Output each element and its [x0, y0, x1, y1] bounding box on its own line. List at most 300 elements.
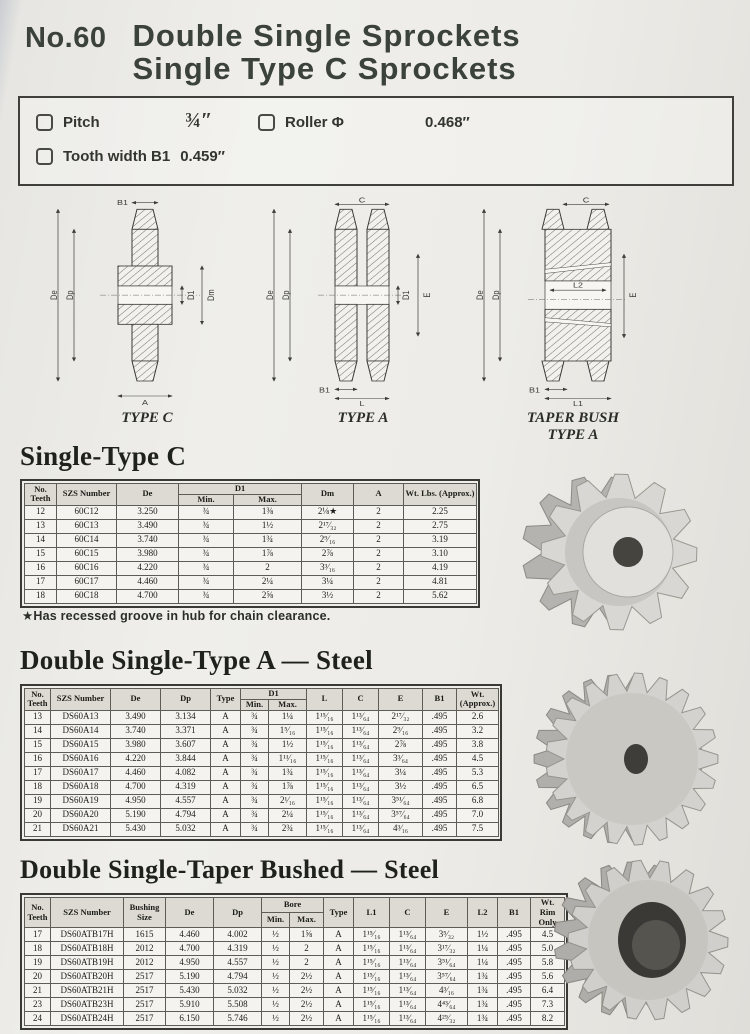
cell: A: [211, 794, 241, 808]
cell: 2⁹⁄₁₆: [302, 533, 354, 547]
col-header-dp: Dp: [161, 689, 211, 711]
cell: 19: [25, 956, 51, 970]
cell: 4⁴³⁄₆₄: [426, 998, 468, 1012]
page-title-line2: Single Type C Sprockets: [132, 50, 517, 86]
cell: 60C13: [57, 519, 117, 533]
cell: 4.002: [214, 928, 262, 942]
cell: 1¹⁵⁄₁₆: [307, 752, 343, 766]
cell: 3.740: [117, 533, 179, 547]
cell: ¾: [241, 780, 269, 794]
sprocket-photo-type-c: [500, 462, 740, 647]
col-header-de: De: [117, 484, 179, 506]
cell: DS60A14: [51, 724, 111, 738]
cell: 7.3: [531, 998, 565, 1012]
table-row: [25, 1012, 565, 1026]
cell: ½: [262, 1012, 290, 1026]
section-heading-double-single-type-a: Double Single-Type A — Steel: [20, 645, 373, 675]
cell: ¾: [179, 575, 234, 589]
dim-b1-label: B1: [318, 386, 330, 395]
table-row: [25, 794, 499, 808]
spec-roller-value: [425, 114, 470, 131]
cell: 5.62: [404, 589, 477, 603]
cell: A: [211, 808, 241, 822]
diagram-taper-bush: [468, 196, 678, 443]
cell: 18: [25, 780, 51, 794]
dim-dp-label: Dp: [491, 290, 502, 300]
cell: 1¾: [468, 998, 498, 1012]
cell: 1¹³⁄₆₄: [343, 822, 379, 836]
cell: ¾: [179, 589, 234, 603]
cell: 3¼: [379, 766, 423, 780]
cell: 2517: [124, 970, 166, 984]
table-row: [25, 710, 499, 724]
cell: 8.2: [531, 1012, 565, 1026]
cell: DS60A17: [51, 766, 111, 780]
spec-tooth-width: [36, 148, 225, 165]
sprocket-photo-type-a: [518, 662, 743, 857]
cell: 6.8: [457, 794, 499, 808]
cell: 3.740: [111, 724, 161, 738]
cell: 4.220: [117, 561, 179, 575]
cell: 4.794: [214, 970, 262, 984]
cell: 4.5: [531, 928, 565, 942]
cell: 17: [25, 766, 51, 780]
table-head: [25, 689, 499, 711]
table-row: [25, 505, 477, 519]
cell: ½: [262, 942, 290, 956]
cell: 1¹³⁄₆₄: [343, 808, 379, 822]
table-row: [25, 519, 477, 533]
cell: .495: [498, 1012, 531, 1026]
cell: 1⅝: [290, 928, 324, 942]
cell: 60C16: [57, 561, 117, 575]
cell: 1¹³⁄₆₄: [343, 766, 379, 780]
cell: 2¹⁷⁄₃₂: [379, 710, 423, 724]
table-row: [25, 575, 477, 589]
cell: A: [324, 998, 354, 1012]
cell: A: [211, 738, 241, 752]
cell: 2⅞: [379, 738, 423, 752]
table-row: [25, 561, 477, 575]
cell: 3.8: [457, 738, 499, 752]
table-row: [25, 956, 565, 970]
cell: .495: [423, 752, 457, 766]
table-row: [25, 724, 499, 738]
cell: 60C17: [57, 575, 117, 589]
section-heading-taper-bushed: Double Single-Taper Bushed — Steel: [20, 855, 440, 884]
cell: 2: [354, 547, 404, 561]
cell: 2¹⁷⁄₃₂: [302, 519, 354, 533]
cell: 1¾: [468, 1012, 498, 1026]
cell: A: [324, 1012, 354, 1026]
cell: 1¾: [269, 766, 307, 780]
cell: A: [324, 970, 354, 984]
cell: .495: [423, 794, 457, 808]
cell: A: [211, 724, 241, 738]
cell: 2¼: [234, 575, 302, 589]
cell: 3¹⁷⁄₃₂: [426, 942, 468, 956]
dim-dp-label: Dp: [65, 290, 76, 300]
col-header-szs: SZS Number: [51, 689, 111, 711]
cell: 1¹³⁄₆₄: [343, 794, 379, 808]
cell: ½: [262, 956, 290, 970]
cell: DS60A15: [51, 738, 111, 752]
cell: 2: [354, 561, 404, 575]
cell: 2: [354, 519, 404, 533]
cell: 5.8: [531, 956, 565, 970]
cell: 1⅜: [234, 505, 302, 519]
cell: 7.5: [457, 822, 499, 836]
cell: 3.2: [457, 724, 499, 738]
cell: 1¹⁵⁄₁₆: [354, 998, 390, 1012]
cell: 1¹⁵⁄₁₆: [307, 794, 343, 808]
cell: 2¹⁄₁₆: [269, 794, 307, 808]
col-header-e: E: [379, 689, 423, 711]
cell: 21: [25, 822, 51, 836]
sprocket-photo-taper-bushed: [540, 852, 750, 1032]
table-head: [25, 898, 565, 928]
cell: 60C15: [57, 547, 117, 561]
cell: 2: [354, 505, 404, 519]
cell: 4.460: [166, 928, 214, 942]
cell: 3.980: [117, 547, 179, 561]
cell: 1¾: [468, 970, 498, 984]
cell: 5.508: [214, 998, 262, 1012]
cell: 3.10: [404, 547, 477, 561]
diagram-caption: TYPE A: [337, 410, 389, 426]
col-header-teeth: No. Teeth: [25, 898, 51, 928]
cell: 18: [25, 942, 51, 956]
dim-l2-label: L2: [573, 281, 583, 290]
table-row: [25, 998, 565, 1012]
cell: DS60A13: [51, 710, 111, 724]
cell: ½: [262, 928, 290, 942]
cell: ¾: [179, 519, 234, 533]
cell: A: [211, 780, 241, 794]
cell: 3⁵⁄₃₂: [426, 928, 468, 942]
cell: 4.81: [404, 575, 477, 589]
table-single-type-c: [20, 479, 480, 608]
cell: 1½: [269, 738, 307, 752]
bullet-square-icon: [36, 148, 53, 165]
cell: 5.3: [457, 766, 499, 780]
cell: 2517: [124, 998, 166, 1012]
cell: ¾: [241, 738, 269, 752]
cell: 3.19: [404, 533, 477, 547]
cell: 3.134: [161, 710, 211, 724]
cell: 16: [25, 752, 51, 766]
cell: ¾: [241, 752, 269, 766]
cell: 3¼: [302, 575, 354, 589]
col-header-l2: L2: [468, 898, 498, 928]
cell: 2: [290, 942, 324, 956]
cell: 5.430: [166, 984, 214, 998]
cell: 2.25: [404, 505, 477, 519]
tooth-width-label: Tooth width B1: [63, 148, 171, 165]
spec-pitch-value: [185, 108, 212, 133]
table-row: [25, 533, 477, 547]
cell: 18: [25, 589, 57, 603]
cell: ¾: [241, 724, 269, 738]
cell: 5.430: [111, 822, 161, 836]
cell: 2: [290, 956, 324, 970]
col-header-l: L: [307, 689, 343, 711]
cell: 4³⁄₁₆: [426, 984, 468, 998]
dim-de-label: De: [475, 290, 486, 300]
cell: 1¹⁵⁄₁₆: [354, 928, 390, 942]
cell: DS60ATB20H: [51, 970, 124, 984]
dim-dp-label: Dp: [281, 290, 292, 300]
table-body: [25, 710, 499, 836]
col-header-c: C: [390, 898, 426, 928]
cell: A: [211, 766, 241, 780]
cell: 3½: [302, 589, 354, 603]
cell: 2.75: [404, 519, 477, 533]
cell: 5.190: [166, 970, 214, 984]
cell: ½: [262, 998, 290, 1012]
cell: 4.700: [117, 589, 179, 603]
cell: 3.250: [117, 505, 179, 519]
diagram-type-a: [258, 196, 468, 426]
cell: .495: [423, 766, 457, 780]
cell: 4.794: [161, 808, 211, 822]
cell: 1⁵⁄₁₆: [269, 724, 307, 738]
cell: 2517: [124, 1012, 166, 1026]
col-header-szs: SZS Number: [51, 898, 124, 928]
table-row: [25, 928, 565, 942]
cell: 3.980: [111, 738, 161, 752]
cell: ¾: [241, 794, 269, 808]
cell: 13: [25, 519, 57, 533]
cell: 3½: [379, 780, 423, 794]
cell: DS60A20: [51, 808, 111, 822]
cell: 1½: [468, 928, 498, 942]
cell: DS60ATB23H: [51, 998, 124, 1012]
cell: 1¹⁵⁄₁₆: [307, 808, 343, 822]
cell: 3.371: [161, 724, 211, 738]
col-header-szs: SZS Number: [57, 484, 117, 506]
cell: 4.950: [166, 956, 214, 970]
cell: 4.220: [111, 752, 161, 766]
cell: .495: [498, 970, 531, 984]
cell: .495: [423, 822, 457, 836]
cell: ¾: [179, 547, 234, 561]
col-header-min: Min.: [262, 913, 290, 928]
cell: 4.319: [214, 942, 262, 956]
cell: 13: [25, 710, 51, 724]
cell: 2¾: [269, 822, 307, 836]
cell: .495: [423, 808, 457, 822]
sprocket-image: [540, 852, 750, 1032]
cell: 4.557: [161, 794, 211, 808]
col-header-b1: B1: [498, 898, 531, 928]
col-header-min: Min.: [179, 494, 234, 505]
cell: 2⅛★: [302, 505, 354, 519]
cell: DS60A18: [51, 780, 111, 794]
dim-c-label: C: [582, 196, 590, 205]
cell: 7.0: [457, 808, 499, 822]
cell: 24: [25, 1012, 51, 1026]
cell: 6.4: [531, 984, 565, 998]
cell: 4²⁹⁄₃₂: [426, 1012, 468, 1026]
col-header-c: C: [343, 689, 379, 711]
cell: 1¹³⁄₆₄: [390, 970, 426, 984]
cell: 1¹³⁄₆₄: [390, 998, 426, 1012]
dim-d1-label: D1: [401, 290, 412, 300]
pitch-label: Pitch: [63, 114, 100, 131]
cell: 2: [354, 533, 404, 547]
cell: 1¹⁵⁄₁₆: [354, 984, 390, 998]
section-heading-single-type-c: Single-Type C: [20, 441, 187, 471]
cell: 4.557: [214, 956, 262, 970]
cell: 14: [25, 533, 57, 547]
spec-pitch: [36, 114, 100, 131]
cell: 1¹⁵⁄₁₆: [354, 956, 390, 970]
cell: 1¹³⁄₆₄: [343, 710, 379, 724]
cell: 1¼: [269, 710, 307, 724]
cell: A: [324, 956, 354, 970]
col-header-bushing: Bushing Size: [124, 898, 166, 928]
cell: DS60ATB17H: [51, 928, 124, 942]
cell: 20: [25, 970, 51, 984]
col-header-dm: Dm: [302, 484, 354, 506]
type-c-drawing: [42, 196, 252, 406]
roller-value: 0.468″: [425, 114, 470, 131]
page-header: [25, 20, 521, 86]
table-taper-bushed: [20, 893, 568, 1030]
page-title: [132, 20, 520, 86]
cell: 5.032: [214, 984, 262, 998]
cell: 3.607: [161, 738, 211, 752]
cell: 4.460: [117, 575, 179, 589]
col-header-de: De: [166, 898, 214, 928]
dim-dm-label: Dm: [206, 289, 217, 301]
table-row: [25, 547, 477, 561]
cell: ½: [262, 984, 290, 998]
sprocket-image: [500, 462, 740, 647]
cell: 2½: [290, 1012, 324, 1026]
cell: 5.032: [161, 822, 211, 836]
cell: 4.5: [457, 752, 499, 766]
cell: 1¾: [468, 984, 498, 998]
cell: DS60ATB18H: [51, 942, 124, 956]
table-row: [25, 822, 499, 836]
table-body: [25, 928, 565, 1026]
cell: 2½: [290, 998, 324, 1012]
cell: 19: [25, 794, 51, 808]
table-row: [25, 780, 499, 794]
cell: DS60ATB19H: [51, 956, 124, 970]
table-row: [25, 738, 499, 752]
cell: 12: [25, 505, 57, 519]
diagram-caption-line1: TAPER BUSH: [526, 410, 620, 426]
cell: 4.19: [404, 561, 477, 575]
roller-label: Roller Φ: [285, 114, 344, 131]
col-header-teeth: No. Teeth: [25, 689, 51, 711]
cell: 2.6: [457, 710, 499, 724]
cell: 15: [25, 547, 57, 561]
cell: 3.490: [117, 519, 179, 533]
col-header-a: A: [354, 484, 404, 506]
cell: ¾: [241, 766, 269, 780]
cell: 1¹⁵⁄₁₆: [354, 942, 390, 956]
cell: 2⅝: [234, 589, 302, 603]
table-row: [25, 970, 565, 984]
cell: 2012: [124, 942, 166, 956]
table-row: [25, 984, 565, 998]
diagram-strip: [0, 196, 750, 448]
cell: 1¼: [468, 956, 498, 970]
col-header-type: Type: [324, 898, 354, 928]
col-header-max: Max.: [234, 494, 302, 505]
table-double-single-type-a: [20, 684, 502, 841]
cell: 2¼: [269, 808, 307, 822]
tooth-width-value: 0.459″: [180, 148, 225, 165]
cell: A: [211, 710, 241, 724]
table-head: [25, 484, 477, 506]
cell: 3⁵¹⁄₆₄: [379, 794, 423, 808]
dim-de-label: De: [49, 290, 60, 300]
dim-l1-label: L1: [573, 399, 583, 406]
table-row: [25, 766, 499, 780]
cell: .495: [498, 998, 531, 1012]
cell: 6.5: [457, 780, 499, 794]
dim-d1-label: D1: [186, 290, 197, 300]
cell: 1⅞: [234, 547, 302, 561]
taper-bush-drawing: [468, 196, 678, 406]
dim-b1-label: B1: [528, 386, 540, 395]
cell: 3³⁄₆₄: [379, 752, 423, 766]
dim-l-label: L: [359, 399, 365, 406]
cell: 15: [25, 738, 51, 752]
col-header-bore: Bore: [262, 898, 324, 913]
cell: 1¹⁵⁄₁₆: [354, 1012, 390, 1026]
table-row: [25, 752, 499, 766]
cell: 3⁵⁷⁄₆₄: [379, 808, 423, 822]
cell: 1¾: [234, 533, 302, 547]
diagram-type-c: [42, 196, 252, 426]
cell: 1¹⁵⁄₁₆: [354, 970, 390, 984]
diagram-caption: TYPE C: [121, 410, 173, 426]
cell: 4.950: [111, 794, 161, 808]
cell: 5.0: [531, 942, 565, 956]
cell: ¾: [179, 561, 234, 575]
col-header-de: De: [111, 689, 161, 711]
cell: .495: [423, 780, 457, 794]
cell: 23: [25, 998, 51, 1012]
cell: 4.460: [111, 766, 161, 780]
cell: 1¹⁵⁄₁₆: [307, 766, 343, 780]
col-header-wt: Wt. (Approx.): [457, 689, 499, 711]
cell: 5.6: [531, 970, 565, 984]
cell: 20: [25, 808, 51, 822]
col-header-dp: Dp: [214, 898, 262, 928]
cell: 16: [25, 561, 57, 575]
cell: 5.190: [111, 808, 161, 822]
cell: 1¹³⁄₆₄: [343, 780, 379, 794]
cell: ¾: [241, 710, 269, 724]
cell: 60C14: [57, 533, 117, 547]
cell: 1¹⁵⁄₁₆: [307, 724, 343, 738]
cell: 17: [25, 575, 57, 589]
cell: 1¹³⁄₆₄: [390, 942, 426, 956]
cell: A: [324, 984, 354, 998]
cell: 4.319: [161, 780, 211, 794]
cell: 1¹⁵⁄₁₆: [307, 780, 343, 794]
col-header-max: Max.: [290, 913, 324, 928]
page-title-line1: Double Single Sprockets: [132, 18, 521, 53]
cell: 1¹³⁄₆₄: [390, 1012, 426, 1026]
